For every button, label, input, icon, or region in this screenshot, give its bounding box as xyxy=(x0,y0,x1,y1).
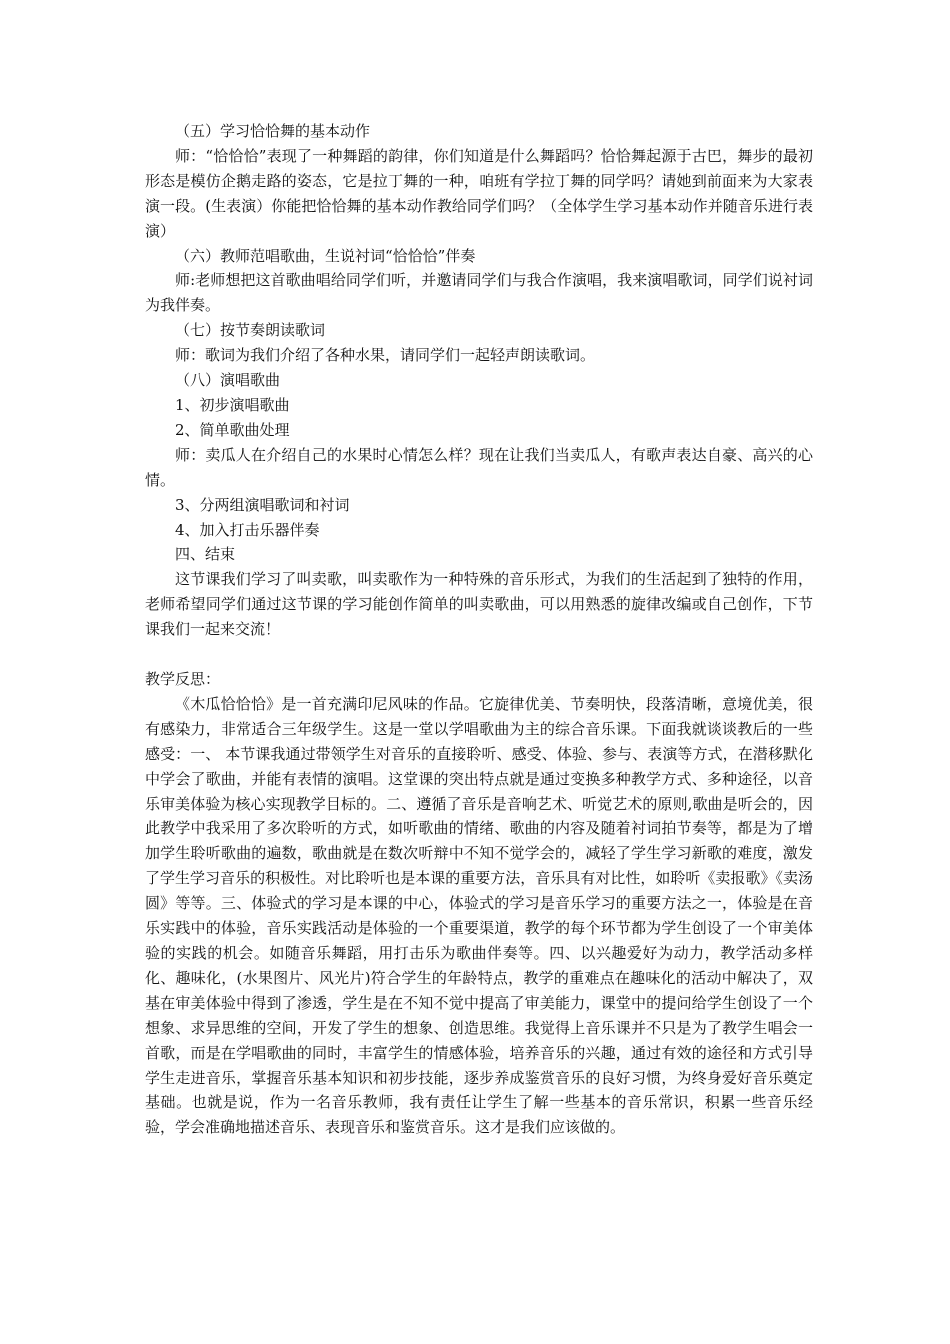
document-page xyxy=(145,119,813,1140)
section-7-text: 师：歌词为我们介绍了各种水果，请同学们一起轻声朗读歌词。 xyxy=(175,346,596,365)
section-6-text: 师:老师想把这首歌曲唱给同学们听，并邀请同学们与我合作演唱，我来演唱歌词，同学们说衬词为我伴奏。 xyxy=(145,271,813,315)
section-8-step-2: 2、简单歌曲处理 xyxy=(175,420,290,439)
section-5-text: 师：“恰恰恰”表现了一种舞蹈的韵律，你们知道是什么舞蹈吗？恰恰舞起源于古巴，舞步的最初形态是模仿企鹅走路的姿态，它是拉丁舞的一种，咱班有学拉丁舞的同学吗？请她到前面来为大家表演一段。(生表演）你能把恰恰舞的基本动作教给同学们吗？（全体学生学习基本动作并随音乐进行表演） xyxy=(145,146,813,240)
blank-line xyxy=(145,642,813,667)
reflection-heading: 教学反思： xyxy=(145,670,221,689)
section-8-step-1: 1、初步演唱歌曲 xyxy=(175,395,290,414)
section-8-step-2-text: 师：卖瓜人在介绍自己的水果时心情怎么样？现在让我们当卖瓜人，有歌声表达自豪、高兴的心情。 xyxy=(145,445,813,489)
ending-text: 这节课我们学习了叫卖歌，叫卖歌作为一种特殊的音乐形式，为我们的生活起到了独特的作用，老师希望同学们通过这节课的学习能创作简单的叫卖歌曲，可以用熟悉的旋律改编或自己创作，下节课我们一起来交流！ xyxy=(145,570,813,639)
section-8-heading: （八）演唱歌曲 xyxy=(175,371,281,390)
section-8-step-4: 4、加入打击乐器伴奏 xyxy=(175,520,320,539)
section-8-step-3: 3、分两组演唱歌词和衬词 xyxy=(175,495,350,514)
ending-heading: 四、结束 xyxy=(175,545,236,564)
section-6-heading: （六）教师范唱歌曲，生说衬词“恰恰恰”伴奏 xyxy=(175,246,476,265)
section-5-heading: （五）学习恰恰舞的基本动作 xyxy=(175,122,371,140)
reflection-text: 《木瓜恰恰恰》是一首充满印尼风味的作品。它旋律优美、节奏明快，段落清晰，意境优美，很有感染力，非常适合三年级学生。这是一堂以学唱歌曲为主的综合音乐课。下面我就谈谈教后的一些感受：一、 本节课我通过带领学生对音乐的直接聆听、感受、体验、参与、表演等方式，在潜移默化中学会了歌曲，并能有表情的演唱。这堂课的突出特点就是通过变换多种教学方式、多种途径，以音乐审美体验为核心实现教学目标的。二、遵循了音乐是音响艺术、听觉艺术的原则,歌曲是听会的，因此教学中我采用了多次聆听的方式，如听歌曲的情绪、歌曲的内容及随着衬词拍节奏等，都是为了增加学生聆听歌曲的遍数，歌曲就是在数次听辩中不知不觉学会的，减轻了学生学习新歌的难度，激发了学生学习音乐的积极性。对比聆听也是本课的重要方法，音乐具有对比性，如聆听《卖报歌》《卖汤圆》等等。三、体验式的学习是本课的中心，体验式的学习是音乐学习的重要方法之一，体验是在音乐实践中的体验，音乐实践活动是体验的一个重要渠道，教学的每个环节都为学生创设了一个审美体验的实践的机会。如随音乐舞蹈，用打击乐为歌曲伴奏等。四、以兴趣爱好为动力，教学活动多样化、趣味化，(水果图片、风光片)符合学生的年龄特点，教学的重难点在趣味化的活动中解决了，双基在审美体验中得到了渗透，学生是在不知不觉中提高了审美能力，课堂中的提问给学生创设了一个想象、求异思维的空间，开发了学生的想象、创造思维。我觉得上音乐课并不只是为了教学生唱会一首歌，而是在学唱歌曲的同时，丰富学生的情感体验，培养音乐的兴趣，通过有效的途径和方式引导学生走进音乐，掌握音乐基本知识和初步技能，逐步养成鉴赏音乐的良好习惯，为终身爱好音乐奠定基础。也就是说，作为一名音乐教师，我有责任让学生了解一些基本的音乐常识，积累一些音乐经验，学会准确地描述音乐、表现音乐和鉴赏音乐。这才是我们应该做的。 xyxy=(145,694,813,1137)
section-7-heading: （七）按节奏朗读歌词 xyxy=(175,321,326,340)
